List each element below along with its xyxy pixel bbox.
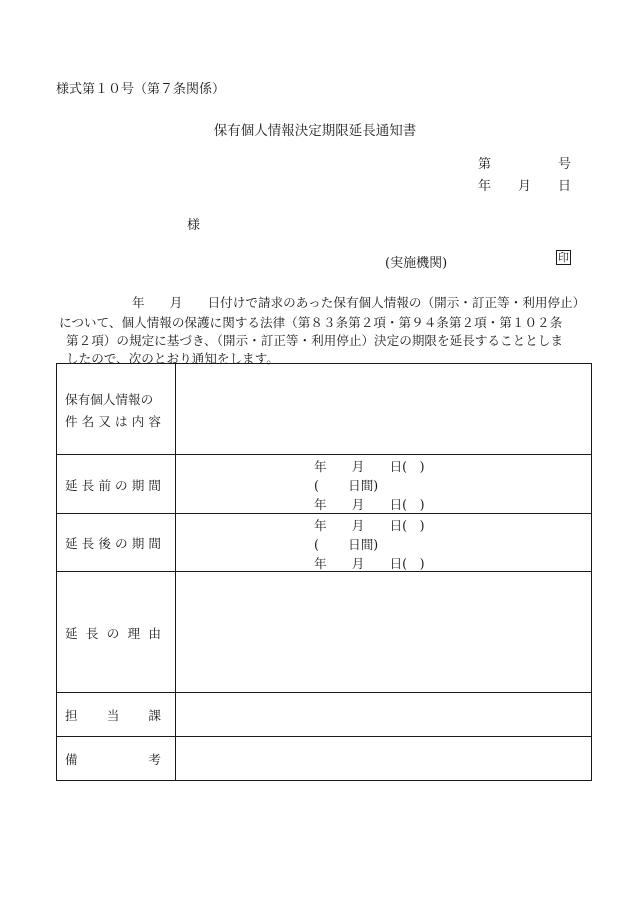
value-period-after[interactable] [176,514,592,572]
extension-form-table [56,363,592,781]
document-date [478,175,572,194]
body-line-1: 年 月 日付けで請求のあった保有個人情報の（開示・訂正等・利用停止） [132,295,586,310]
document-title: 保有個人情報決定期限延長通知書 [213,123,417,139]
label-personal-info-line1: 保有個人情報の [65,391,154,407]
recipient-suffix: 様 [187,218,201,233]
row-department [57,693,592,737]
period-after-days: ( 日間) [314,537,379,552]
label-period-after: 延 長 後 の 期 間 [57,514,176,572]
value-reason[interactable] [176,572,592,693]
value-personal-info[interactable] [176,364,592,455]
agency-label: (実施機関) [385,256,448,271]
row-period-before [57,455,592,514]
body-line-3: 第２項）の規定に基づき、（開示・訂正等・利用停止）決定の期限を延長することとしま [66,333,563,348]
row-personal-info [57,364,592,455]
date-year: 年 [478,179,492,194]
period-before-end: 年 月 日( ) [314,497,425,512]
label-personal-info [57,364,176,455]
value-period-before[interactable] [176,455,592,514]
date-month: 月 [518,179,532,194]
form-number: 様式第１０号（第７条関係） [56,82,226,97]
date-day: 日 [558,179,572,194]
label-department: 担 当 課 [57,693,176,737]
row-remarks [57,737,592,781]
period-before-days: ( 日間) [314,478,379,493]
document-number [478,153,572,172]
body-line-4: したので、次のとおり通知をします。 [66,351,279,366]
label-reason: 延 長 の 理 由 [57,572,176,693]
period-before-start: 年 月 日( ) [314,459,425,474]
body-line-2: について、個人情報の保護に関する法律（第８３条第２項・第９４条第２項・第１０２条 [59,315,563,330]
row-period-after [57,514,592,572]
value-department[interactable] [176,693,592,737]
label-period-before: 延 長 前 の 期 間 [57,455,176,514]
label-personal-info-line2: 件 名 又 は 内 容 [65,413,161,429]
doc-number-prefix: 第 [478,157,492,172]
value-remarks[interactable] [176,737,592,781]
row-reason [57,572,592,693]
seal-mark: 印 [558,251,569,264]
doc-number-suffix: 号 [558,157,572,172]
label-remarks: 備 考 [57,737,176,781]
period-after-end: 年 月 日( ) [314,556,425,571]
period-after-start: 年 月 日( ) [314,518,425,533]
